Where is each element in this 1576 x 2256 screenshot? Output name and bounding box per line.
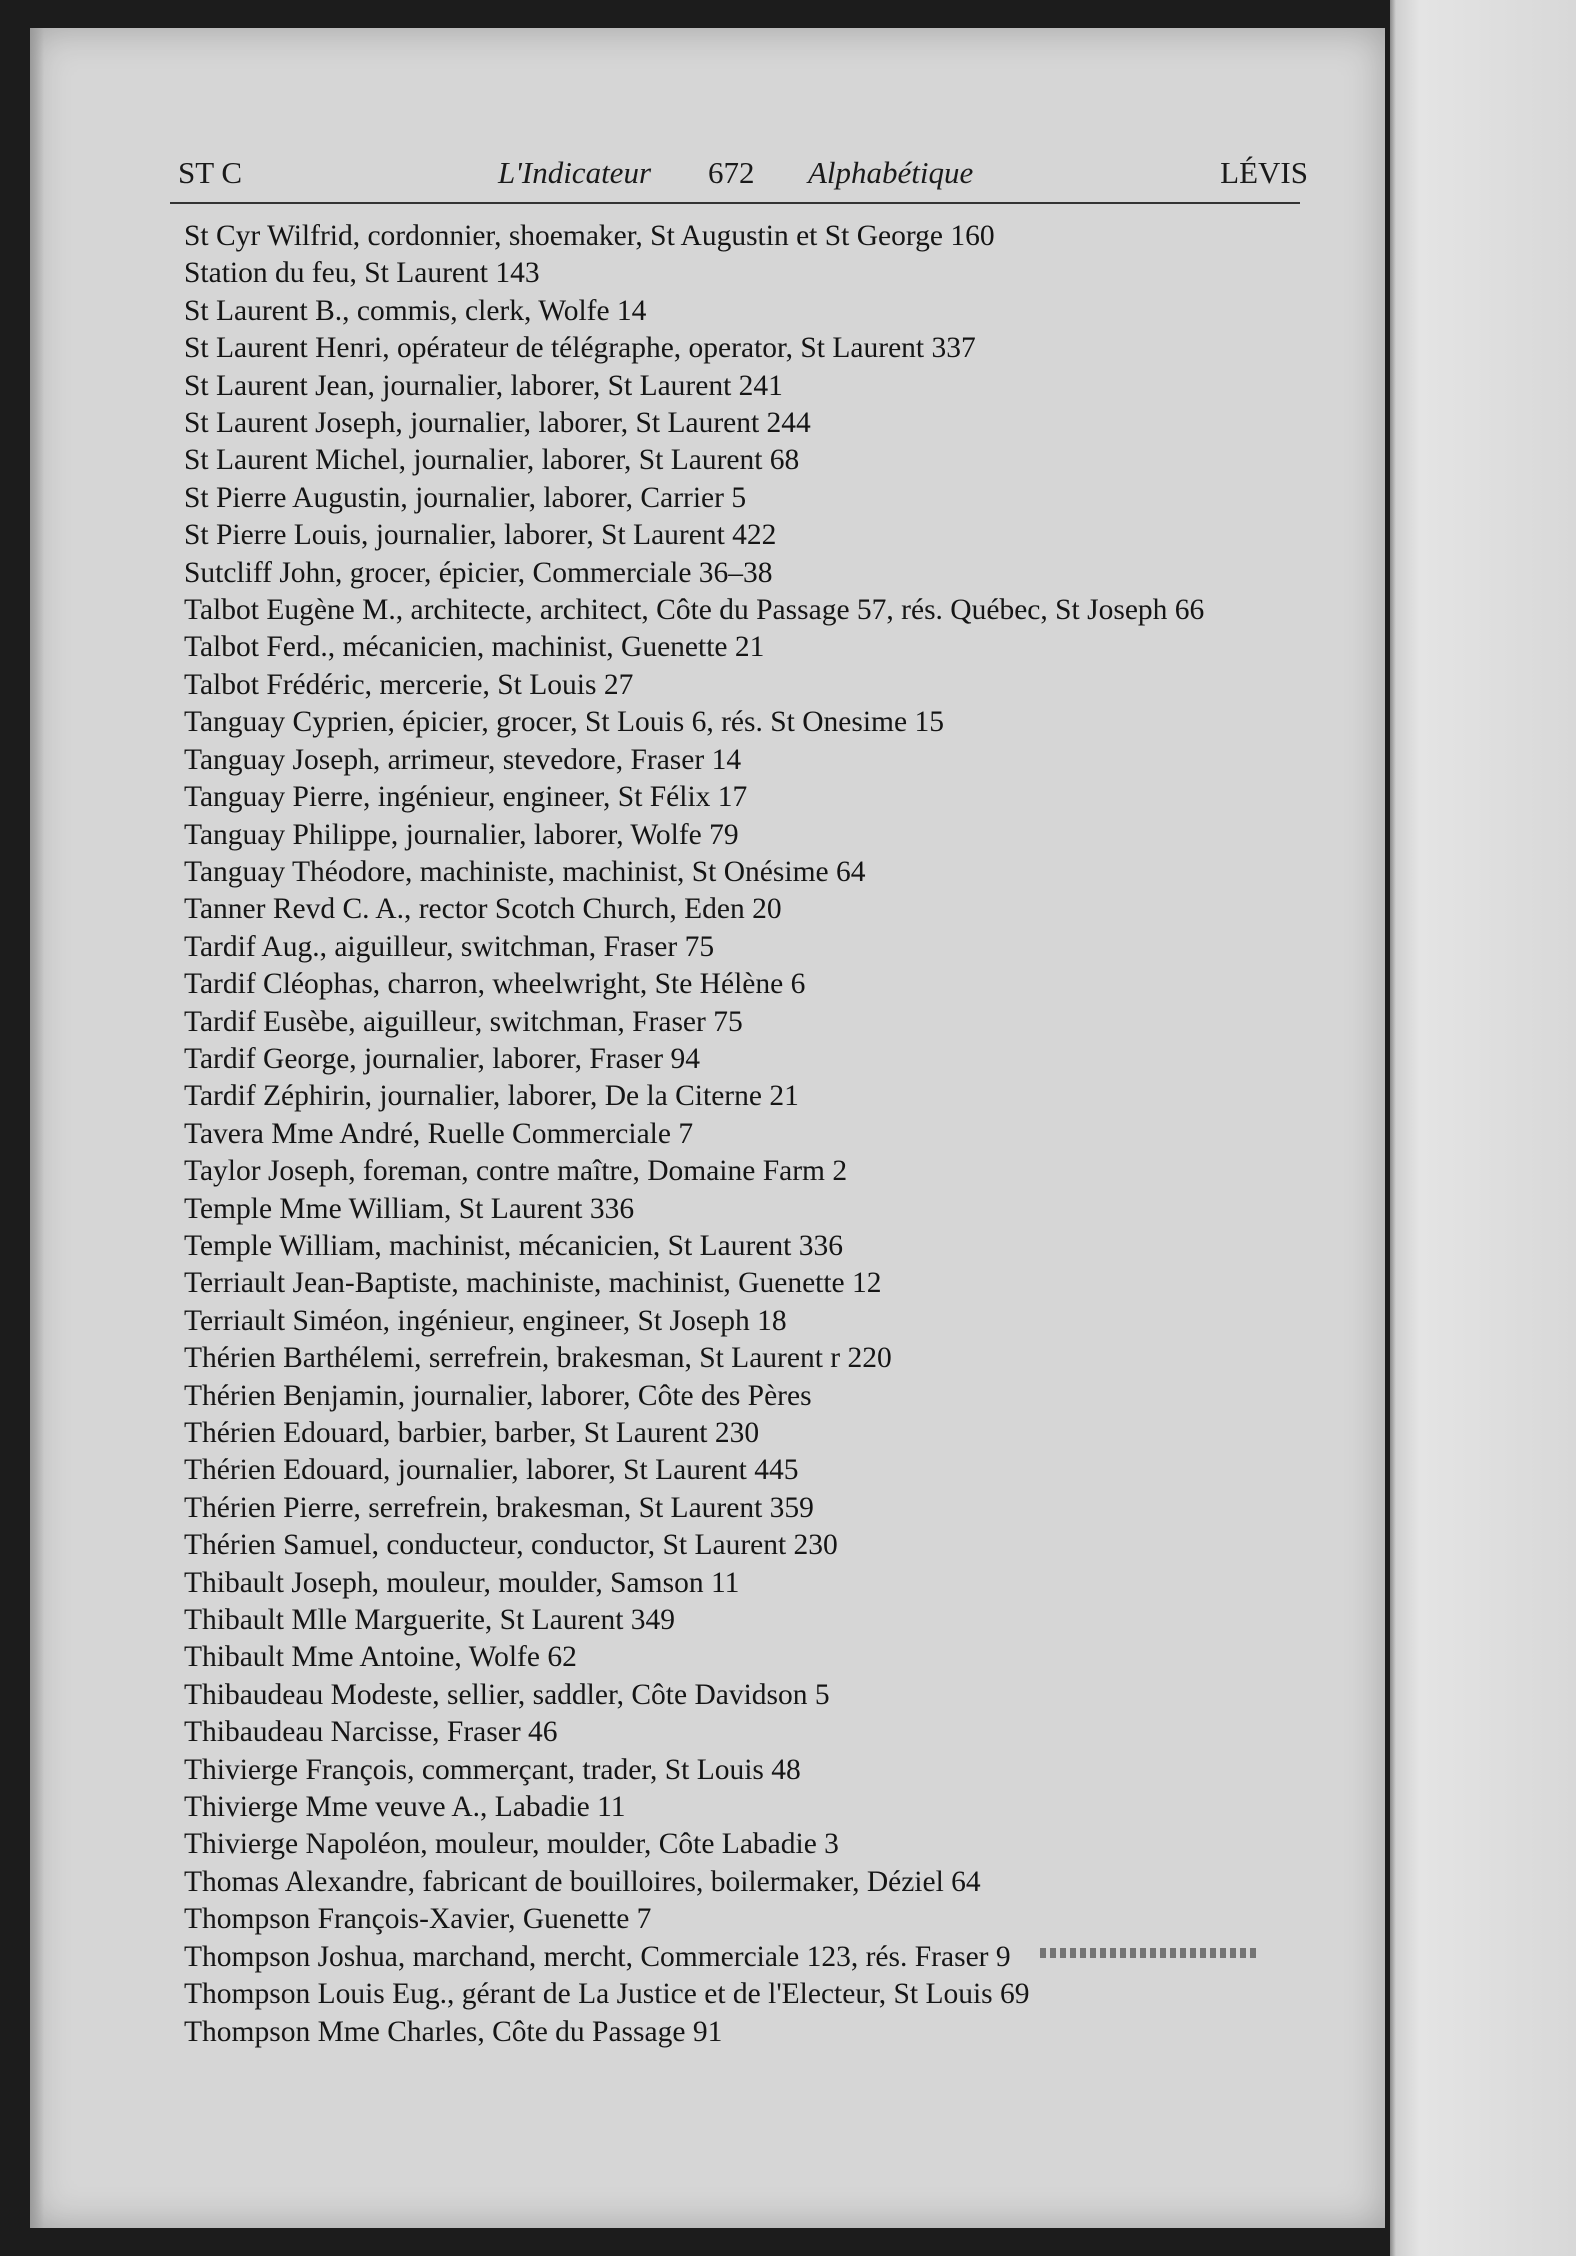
directory-entry: Temple William, machinist, mécanicien, St Laurent 336	[184, 1229, 843, 1262]
directory-entry: Thompson Louis Eug., gérant de La Justice et de l'Electeur, St Louis 69	[184, 1978, 1030, 2011]
header-title-right: Alphabétique	[808, 155, 974, 190]
directory-entry: St Pierre Louis, journalier, laborer, St Laurent 422	[184, 519, 777, 552]
directory-entry: Temple Mme William, St Laurent 336	[184, 1192, 635, 1225]
directory-entry: Tardif Zéphirin, journalier, laborer, De la Citerne 21	[184, 1080, 799, 1113]
directory-entry: Thompson François-Xavier, Guenette 7	[184, 1903, 652, 1936]
directory-entry: Thérien Samuel, conducteur, conductor, St Laurent 230	[184, 1529, 838, 1562]
directory-entry: Station du feu, St Laurent 143	[184, 257, 540, 290]
header-title-left: L'Indicateur	[498, 155, 652, 190]
directory-entry: St Laurent Henri, opérateur de télégraphe, operator, St Laurent 337	[184, 332, 976, 365]
page-number: 672	[708, 155, 755, 190]
directory-entry: Thivierge Napoléon, mouleur, moulder, Côte Labadie 3	[184, 1828, 839, 1861]
header-section-right: LÉVIS	[1220, 155, 1308, 190]
directory-entries	[184, 218, 1334, 2051]
directory-entry: St Laurent Michel, journalier, laborer, St Laurent 68	[184, 444, 800, 477]
directory-entry: Thérien Pierre, serrefrein, brakesman, St Laurent 359	[184, 1491, 814, 1524]
directory-entry: Tavera Mme André, Ruelle Commerciale 7	[184, 1117, 694, 1150]
directory-entry: Taylor Joseph, foreman, contre maître, Domaine Farm 2	[184, 1155, 848, 1188]
directory-entry: Thomas Alexandre, fabricant de bouilloires, boilermaker, Déziel 64	[184, 1865, 981, 1898]
directory-entry: Tardif Eusèbe, aiguilleur, switchman, Fraser 75	[184, 1005, 743, 1038]
directory-entry: Sutcliff John, grocer, épicier, Commerciale 36–38	[184, 556, 773, 589]
directory-entry: Tanguay Théodore, machiniste, machinist, St Onésime 64	[184, 855, 866, 888]
directory-entry: Talbot Frédéric, mercerie, St Louis 27	[184, 668, 634, 701]
running-header	[158, 155, 1308, 199]
directory-entry: Thibault Mlle Marguerite, St Laurent 349	[184, 1604, 676, 1637]
directory-entry: Thompson Joshua, marchand, mercht, Commerciale 123, rés. Fraser 9	[184, 1940, 1011, 1973]
directory-entry: Terriault Jean-Baptiste, machiniste, machinist, Guenette 12	[184, 1267, 882, 1300]
directory-entry: Thivierge Mme veuve A., Labadie 11	[184, 1791, 626, 1824]
directory-entry: Thibault Mme Antoine, Wolfe 62	[184, 1641, 577, 1674]
directory-entry: Tanguay Cyprien, épicier, grocer, St Louis 6, rés. St Onesime 15	[184, 706, 944, 739]
directory-entry: Tardif Cléophas, charron, wheelwright, Ste Hélène 6	[184, 968, 806, 1001]
directory-entry: Thivierge François, commerçant, trader, St Louis 48	[184, 1753, 801, 1786]
header-section-left: ST C	[178, 155, 243, 190]
binding-shadow	[30, 28, 44, 2228]
print-smudge	[1040, 1948, 1260, 1958]
directory-entry: Thérien Edouard, journalier, laborer, St Laurent 445	[184, 1454, 799, 1487]
directory-entry: Tardif Aug., aiguilleur, switchman, Fraser 75	[184, 930, 715, 963]
directory-entry: Thibaudeau Narcisse, Fraser 46	[184, 1716, 558, 1749]
directory-entry: Tardif George, journalier, laborer, Fraser 94	[184, 1042, 700, 1075]
directory-entry: Tanguay Philippe, journalier, laborer, Wolfe 79	[184, 818, 739, 851]
directory-entry: Thibault Joseph, mouleur, moulder, Samson 11	[184, 1566, 740, 1599]
directory-entry: Talbot Ferd., mécanicien, machinist, Guenette 21	[184, 631, 765, 664]
adjacent-page-edge	[1390, 0, 1576, 2256]
directory-entry: Thérien Barthélemi, serrefrein, brakesman, St Laurent r 220	[184, 1342, 892, 1375]
directory-entry: Tanner Revd C. A., rector Scotch Church, Eden 20	[184, 893, 782, 926]
directory-entry: Thérien Edouard, barbier, barber, St Laurent 230	[184, 1417, 760, 1449]
directory-entry: Tanguay Pierre, ingénieur, engineer, St Félix 17	[184, 781, 748, 814]
directory-entry: St Laurent B., commis, clerk, Wolfe 14	[184, 294, 647, 327]
directory-entry: Thérien Benjamin, journalier, laborer, Côte des Pères	[184, 1379, 812, 1412]
directory-entry: Thibaudeau Modeste, sellier, saddler, Côte Davidson 5	[184, 1678, 830, 1711]
directory-entry: St Laurent Joseph, journalier, laborer, St Laurent 244	[184, 407, 811, 440]
directory-entry: Talbot Eugène M., architecte, architect, Côte du Passage 57, rés. Québec, St Joseph 66	[184, 594, 1205, 627]
directory-entry: St Laurent Jean, journalier, laborer, St Laurent 241	[184, 369, 783, 402]
directory-entry: Tanguay Joseph, arrimeur, stevedore, Fraser 14	[184, 743, 742, 776]
directory-entry: St Pierre Augustin, journalier, laborer, Carrier 5	[184, 481, 747, 514]
directory-entry: Thompson Mme Charles, Côte du Passage 91	[184, 2015, 723, 2048]
directory-entry: Terriault Siméon, ingénieur, engineer, St Joseph 18	[184, 1304, 787, 1337]
directory-entry: St Cyr Wilfrid, cordonnier, shoemaker, St Augustin et St George 160	[184, 220, 995, 252]
header-rule	[170, 202, 1300, 204]
